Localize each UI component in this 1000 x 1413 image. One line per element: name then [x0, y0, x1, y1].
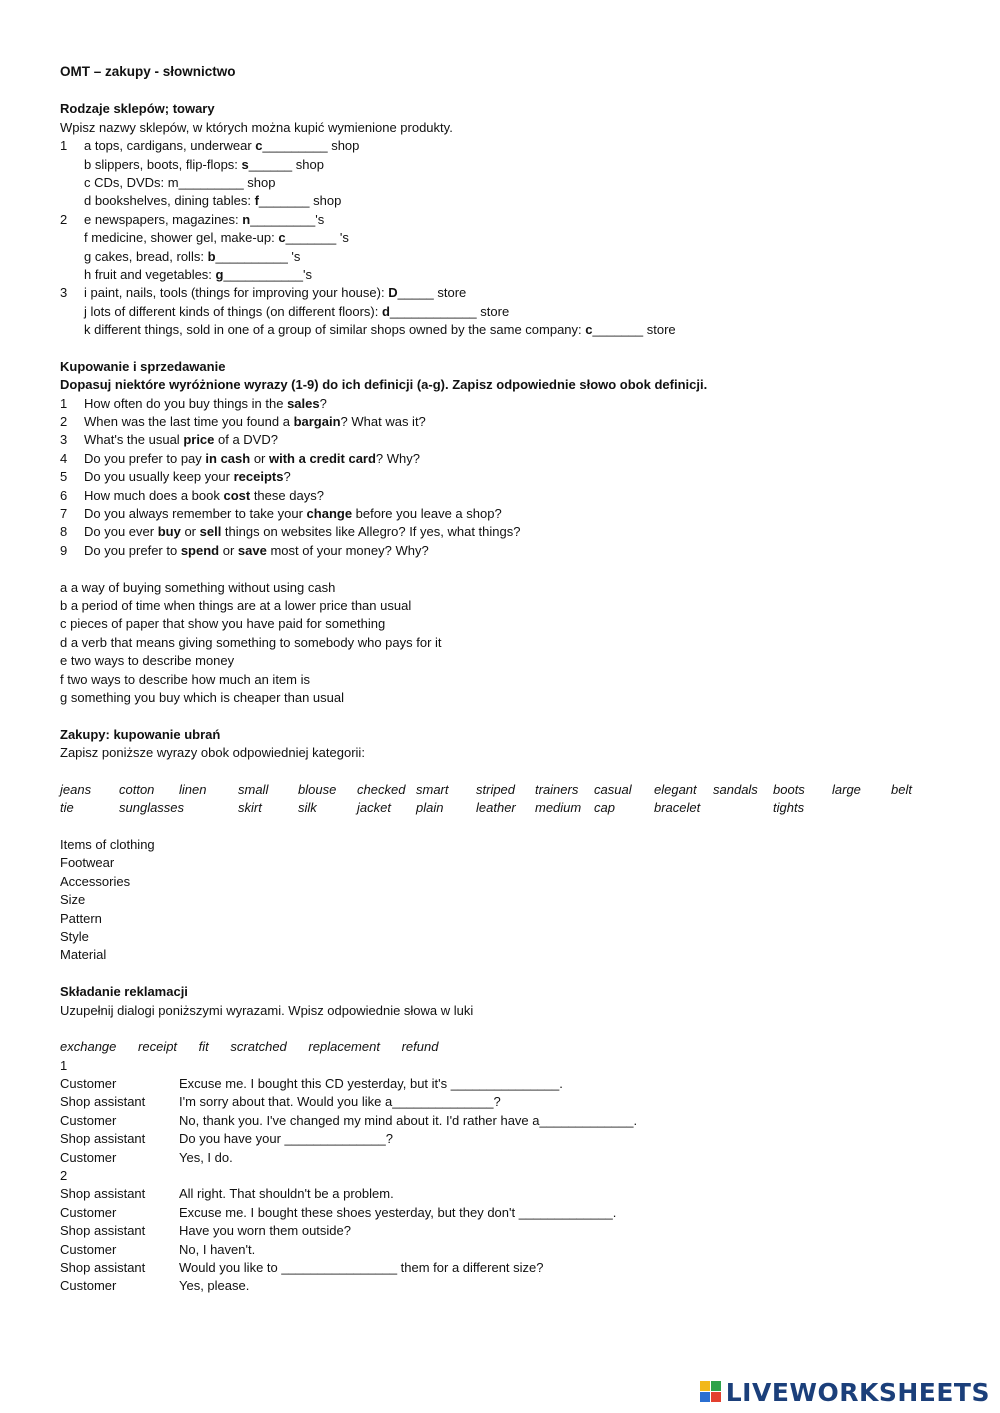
- shop-item-e: 2 e newspapers, magazines: n_________'s: [60, 211, 325, 227]
- dialogue-line: Customer Yes, I do.: [60, 1149, 233, 1165]
- dialogue-line: Customer Excuse me. I bought these shoes yesterday, but they don't _____________.: [60, 1204, 617, 1220]
- dialogue-line: Shop assistant Have you worn them outside?: [60, 1223, 351, 1239]
- dialogue-line: Customer No, I haven't.: [60, 1241, 256, 1257]
- shop-item-d: d bookshelves, dining tables: f_______ shop: [84, 193, 342, 209]
- dialogue-line: Customer Yes, please.: [60, 1278, 250, 1294]
- dialogue-line: Shop assistant I'm sorry about that. Would you like a______________?: [60, 1094, 501, 1110]
- word-item: sunglasses: [119, 800, 185, 816]
- shop-item-b: b slippers, boots, flip-flops: s______ shop: [84, 156, 324, 172]
- dialogue-line: Shop assistant All right. That shouldn't be a problem.: [60, 1186, 394, 1202]
- word-item: fit: [198, 1039, 209, 1055]
- word-item: casual: [594, 781, 632, 797]
- word-item: cotton: [119, 781, 155, 797]
- word-item: leather: [476, 800, 516, 816]
- dialogue-line: Shop assistant Would you like to ________________ them for a different size?: [60, 1260, 544, 1275]
- question-8: 8 Do you ever buy or sell things on websites like Allegro? If yes, what things?: [60, 524, 521, 540]
- section-heading-complaints: Składanie reklamacji: [60, 984, 188, 1000]
- word-item: striped: [476, 781, 516, 797]
- question-9: 9 Do you prefer to spend or save most of your money? Why?: [60, 542, 429, 558]
- shop-item-h: h fruit and vegetables: g___________'s: [84, 266, 312, 282]
- logo-grid-icon: [700, 1381, 722, 1403]
- word-item: linen: [179, 781, 207, 797]
- shop-item-i: 3 i paint, nails, tools (things for improving your house): D_____ store: [60, 285, 467, 301]
- word-item: plain: [416, 800, 444, 816]
- word-item: boots: [773, 781, 805, 797]
- section-heading-clothes: Zakupy: kupowanie ubrań: [60, 726, 221, 742]
- category-style: Style: [60, 928, 89, 944]
- dialogue-number: 1: [60, 1057, 68, 1073]
- section-heading-shop-types: Rodzaje sklepów; towary: [60, 101, 215, 117]
- question-5: 5 Do you usually keep your receipts?: [60, 469, 291, 485]
- question-6: 6 How much does a book cost these days?: [60, 487, 324, 503]
- word-item: belt: [891, 781, 912, 797]
- logo-text: LIVEWORKSHEETS: [725, 1377, 990, 1407]
- question-7: 7 Do you always remember to take your change before you leave a shop?: [60, 505, 502, 521]
- question-2: 2 When was the last time you found a bargain? What was it?: [60, 414, 426, 430]
- category-pattern: Pattern: [60, 910, 102, 926]
- word-item: elegant: [654, 781, 697, 797]
- definition-g: g something you buy which is cheaper than usual: [60, 689, 345, 705]
- section-instruction: Uzupełnij dialogi poniższymi wyrazami. Wpisz odpowiednie słowa w luki: [60, 1002, 474, 1018]
- definition-c: c pieces of paper that show you have paid for something: [60, 616, 386, 632]
- dialogue-word-bank: [60, 1038, 960, 1056]
- dialogue-line: Shop assistant Do you have your ______________?: [60, 1131, 393, 1147]
- word-item: blouse: [298, 781, 337, 797]
- dialogue-line: Customer No, thank you. I've changed my mind about it. I'd rather have a_____________.: [60, 1112, 638, 1128]
- shop-item-j: j lots of different kinds of things (on different floors): d____________ store: [84, 303, 510, 319]
- word-item: medium: [535, 800, 582, 816]
- word-item: smart: [416, 781, 449, 797]
- word-item: skirt: [238, 800, 262, 816]
- section-instruction: Zapisz poniższe wyrazy obok odpowiedniej kategorii:: [60, 745, 365, 761]
- word-item: silk: [298, 800, 317, 816]
- shop-item-a: 1 a tops, cardigans, underwear c_________ shop: [60, 138, 360, 154]
- shop-item-k: k different things, sold in one of a group of similar shops owned by the same company: c_______ store: [84, 322, 676, 338]
- worksheet: [60, 62, 960, 1296]
- logo-square: [700, 1392, 710, 1402]
- logo-square: [700, 1381, 710, 1391]
- question-4: 4 Do you prefer to pay in cash or with a credit card? Why?: [60, 450, 420, 466]
- definition-a: a a way of buying something without using cash: [60, 579, 336, 595]
- section-heading-buying-selling: Kupowanie i sprzedawanie: [60, 358, 226, 374]
- page-title: OMT – zakupy - słownictwo: [60, 64, 236, 79]
- definition-f: f two ways to describe how much an item is: [60, 671, 310, 687]
- category-accessories: Accessories: [60, 873, 131, 889]
- word-item: tie: [60, 800, 74, 816]
- word-item: receipt: [138, 1039, 178, 1055]
- shop-item-g: g cakes, bread, rolls: b__________ 's: [84, 248, 301, 264]
- word-item: large: [832, 781, 861, 797]
- section-instruction: Dopasuj niektóre wyróżnione wyrazy (1-9) do ich definicji (a-g). Zapisz odpowiednie słowo obok definicji.: [60, 377, 708, 393]
- word-item: jacket: [357, 800, 391, 816]
- word-item: small: [238, 781, 269, 797]
- dialogue-number: 2: [60, 1168, 68, 1184]
- definition-d: d a verb that means giving something to somebody who pays for it: [60, 634, 442, 650]
- word-item: replacement: [308, 1039, 380, 1055]
- word-bank-row-2: [60, 799, 960, 817]
- question-3: 3 What's the usual price of a DVD?: [60, 432, 278, 448]
- question-1: 1 How often do you buy things in the sales?: [60, 395, 327, 411]
- word-item: sandals: [713, 781, 758, 797]
- word-item: tights: [773, 800, 805, 816]
- shop-item-c: c CDs, DVDs: m_________ shop: [84, 174, 276, 190]
- dialogue-line: Customer Excuse me. I bought this CD yesterday, but it's _______________.: [60, 1076, 563, 1092]
- section-instruction: Wpisz nazwy sklepów, w których można kupić wymienione produkty.: [60, 119, 453, 135]
- category-size: Size: [60, 892, 86, 908]
- word-item: refund: [401, 1039, 439, 1055]
- word-item: checked: [357, 781, 406, 797]
- liveworksheets-logo[interactable]: [700, 1377, 990, 1407]
- category-material: Material: [60, 947, 107, 963]
- word-item: bracelet: [654, 800, 701, 816]
- word-item: jeans: [60, 781, 92, 797]
- definition-b: b a period of time when things are at a lower price than usual: [60, 597, 412, 613]
- logo-square: [711, 1381, 721, 1391]
- word-item: scratched: [230, 1039, 287, 1055]
- word-bank-row-1: [60, 781, 960, 799]
- word-item: cap: [594, 800, 615, 816]
- shop-item-f: f medicine, shower gel, make-up: c_______ 's: [84, 230, 349, 246]
- word-item: exchange: [60, 1039, 117, 1055]
- word-item: trainers: [535, 781, 579, 797]
- definition-e: e two ways to describe money: [60, 653, 235, 669]
- category-footwear: Footwear: [60, 855, 115, 871]
- logo-square: [711, 1392, 721, 1402]
- category-clothing: Items of clothing: [60, 837, 155, 853]
